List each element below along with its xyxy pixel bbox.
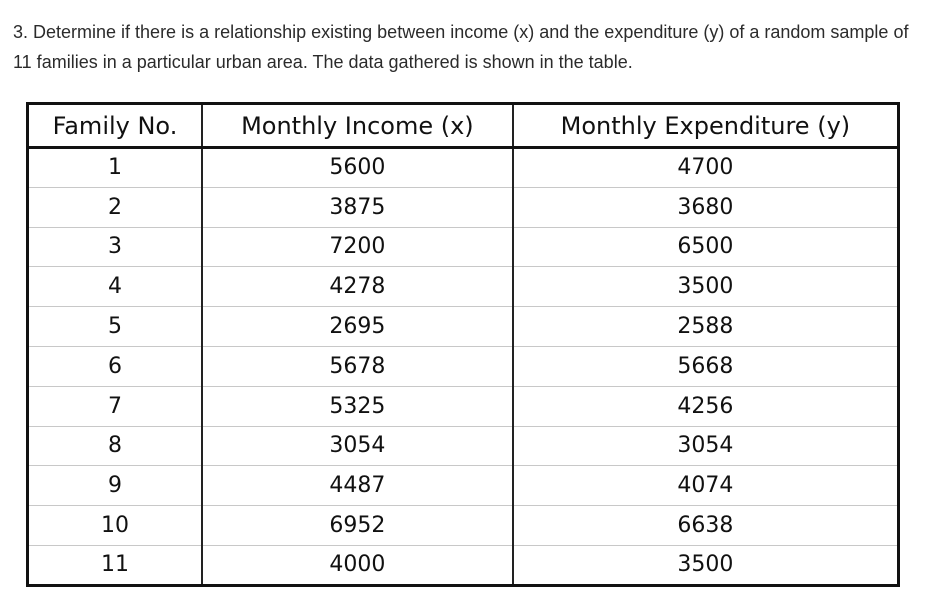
table-row: [28, 386, 899, 426]
expenditure-cell: 3500: [513, 545, 899, 585]
header-family-no: Family No.: [28, 104, 202, 148]
family-no-cell: 11: [28, 545, 202, 585]
table-row: [28, 148, 899, 188]
family-no-cell: 5: [28, 307, 202, 347]
expenditure-cell: 5668: [513, 346, 899, 386]
family-no-cell: 4: [28, 267, 202, 307]
family-no-cell: 3: [28, 227, 202, 267]
header-monthly-income: Monthly Income (x): [202, 104, 513, 148]
expenditure-cell: 2588: [513, 307, 899, 347]
income-cell: 6952: [202, 506, 513, 546]
table-header-row: [28, 104, 899, 148]
expenditure-cell: 4074: [513, 466, 899, 506]
family-no-cell: 10: [28, 506, 202, 546]
expenditure-cell: 6500: [513, 227, 899, 267]
expenditure-cell: 6638: [513, 506, 899, 546]
expenditure-cell: 4700: [513, 148, 899, 188]
table-row: [28, 227, 899, 267]
family-no-cell: 6: [28, 346, 202, 386]
table-row: [28, 267, 899, 307]
question-text: 3. Determine if there is a relationship existing between income (x) and the expenditure (y) of a random sample of 11 families in a particular urban area. The data gathered is shown in the table.: [13, 22, 909, 72]
expenditure-cell: 3680: [513, 187, 899, 227]
income-cell: 5325: [202, 386, 513, 426]
table-row: [28, 506, 899, 546]
income-cell: 5600: [202, 148, 513, 188]
income-cell: 4000: [202, 545, 513, 585]
family-no-cell: 8: [28, 426, 202, 466]
income-cell: 7200: [202, 227, 513, 267]
family-no-cell: 7: [28, 386, 202, 426]
table-row: [28, 426, 899, 466]
family-no-cell: 2: [28, 187, 202, 227]
income-cell: 4278: [202, 267, 513, 307]
table-row: [28, 346, 899, 386]
income-cell: 5678: [202, 346, 513, 386]
family-no-cell: 9: [28, 466, 202, 506]
table-row: [28, 466, 899, 506]
family-no-cell: 1: [28, 148, 202, 188]
data-table: [26, 102, 900, 587]
income-cell: 3054: [202, 426, 513, 466]
expenditure-cell: 4256: [513, 386, 899, 426]
table-row: [28, 187, 899, 227]
income-cell: 3875: [202, 187, 513, 227]
table-row: [28, 545, 899, 585]
income-cell: 4487: [202, 466, 513, 506]
income-cell: 2695: [202, 307, 513, 347]
header-monthly-expenditure: Monthly Expenditure (y): [513, 104, 899, 148]
expenditure-cell: 3500: [513, 267, 899, 307]
table-row: [28, 307, 899, 347]
expenditure-cell: 3054: [513, 426, 899, 466]
